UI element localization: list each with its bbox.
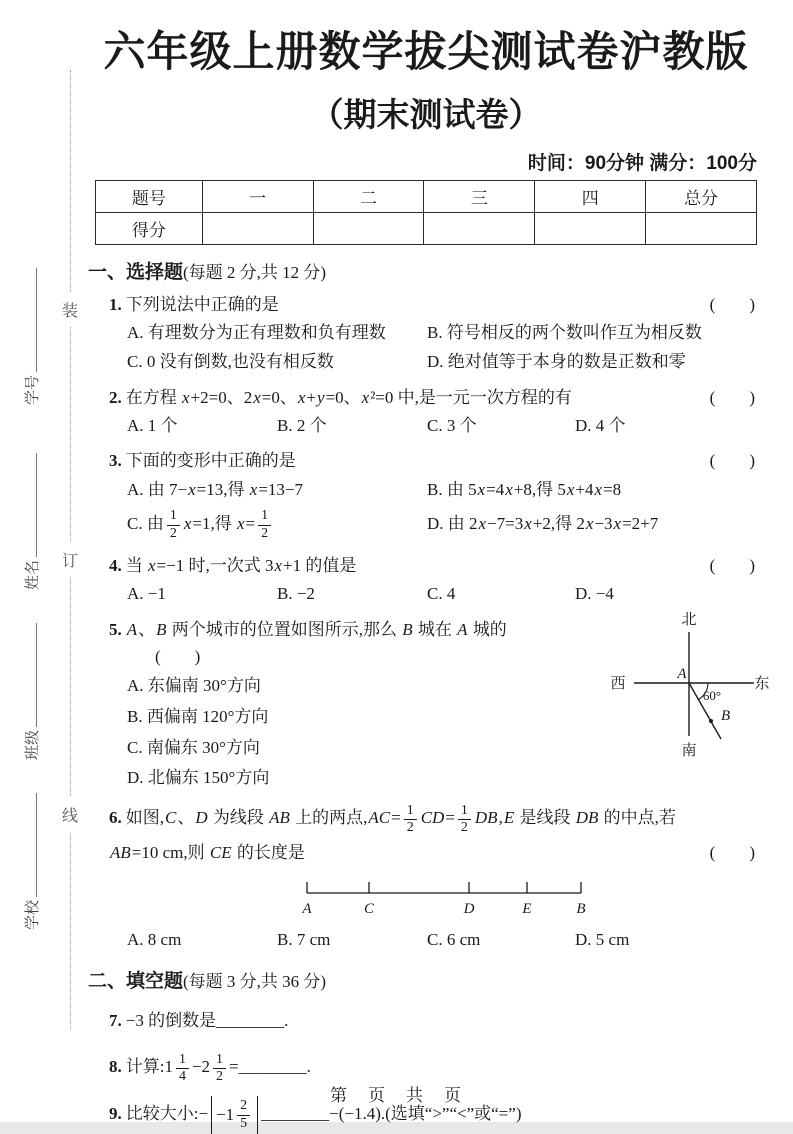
question-2-options [109, 411, 757, 440]
score-header-cell: 总分 [646, 180, 757, 212]
question-6-options [109, 925, 757, 954]
question-9-number: 9. [109, 1104, 122, 1124]
south-label: 南 [681, 742, 697, 759]
question-2-answer-bracket: ( ) [709, 387, 755, 407]
question-1 [109, 291, 757, 377]
question-1-text: 下列说法中正确的是 [125, 294, 279, 314]
time-score-info: 时间：90分钟 满分：100分 [527, 152, 757, 174]
section-2-title: 二、填空题 [88, 970, 184, 992]
question-3-options-row1 [109, 475, 757, 504]
score-table [95, 180, 757, 245]
class-blank [22, 623, 37, 727]
question-4 [109, 552, 757, 609]
student-id-text: 学号 [25, 374, 41, 405]
question-4-stem [109, 552, 757, 580]
option-b: B. 西偏南 120°方向 [127, 706, 269, 726]
score-header-cell: 题号 [96, 180, 203, 212]
question-3-options-row2 [109, 504, 757, 545]
score-cell [424, 212, 535, 244]
question-6-number: 6. [109, 808, 122, 828]
section-2-note: (每题 3 分,共 36 分) [183, 971, 327, 991]
class-text: 班级 [25, 729, 41, 760]
question-7-text: −3 的倒数是________. [125, 1010, 289, 1030]
option-d: D. 4 个 [575, 416, 626, 436]
option-c: C. 3 个 [427, 416, 477, 436]
question-9-text: 比较大小:− −1 $\frac{2}{5}$ ________−(−1.4).(选填“>”“<”或“=”) [126, 1104, 522, 1123]
section-1-title: 一、选择题 [88, 261, 184, 283]
option-b: B. −2 [277, 584, 315, 604]
question-6-text: 如图,C、D 为线段 AB 上的两点,AC= $\frac{1}{2}$ CD= $\frac{1}{2}$ DB,E 是线段 DB 的中点,若 AB=10 cm,则 CE 的长度是 [110, 802, 676, 863]
page-footer: 第 页 共 页 [330, 1086, 463, 1105]
question-6-stem [109, 801, 757, 869]
student-id-blank [22, 268, 37, 372]
question-4-options [109, 579, 757, 608]
option-d: D. −4 [575, 584, 614, 604]
option-b: B. 符号相反的两个数叫作互为相反数 [427, 323, 702, 343]
main-content [88, 26, 770, 1134]
question-2-text: 在方程 x+2=0、2x=0、x+y=0、x²=0 中,是一元一次方程的有 [125, 387, 572, 407]
option-d: D. 北偏东 150°方向 [127, 768, 270, 788]
point-a-label: A [677, 665, 687, 682]
question-6-answer-bracket: ( ) [709, 843, 755, 863]
binding-char-seal: 装 [62, 292, 78, 327]
student-name-text: 姓名 [25, 559, 41, 590]
question-3 [109, 447, 757, 545]
section-1-note: (每题 2 分,共 12 分) [183, 262, 327, 282]
option-b: B. 由 5x=4x+8,得 5x+4x=8 [427, 479, 622, 499]
section-1-heading [88, 257, 757, 284]
angle-value-label: 60° [702, 687, 722, 703]
class-label [21, 592, 43, 760]
score-cell [646, 212, 757, 244]
option-c: C. 0 没有倒数,也没有相反数 [127, 352, 334, 372]
question-4-text: 当 x=−1 时,一次式 3x+1 的值是 [125, 555, 357, 575]
binding-char-line: 线 [62, 797, 78, 832]
option-d: D. 由 2x−7=3x+2,得 2x−3x=2+7 [427, 514, 659, 534]
option-c: C. 南偏东 30°方向 [127, 737, 260, 757]
segment-diagram-wrapper [299, 876, 757, 923]
page-title: 六年级上册数学拔尖测试卷沪教版 [103, 28, 749, 75]
east-label: 东 [754, 675, 770, 692]
score-table-header-row [96, 180, 757, 212]
option-c: C. 6 cm [427, 929, 481, 949]
score-table-score-row [96, 212, 757, 244]
option-c: C. 由 $\frac{1}{2}$ x=1,得 x= $\frac{1}{2}$ [127, 504, 427, 545]
score-header-cell: 四 [535, 180, 646, 212]
question-3-answer-bracket: ( ) [709, 451, 755, 471]
school-text: 学校 [25, 899, 41, 930]
option-b: B. 7 cm [277, 929, 331, 949]
option-a: A. 东偏南 30°方向 [127, 675, 261, 695]
option-a: A. 8 cm [127, 929, 182, 949]
question-4-answer-bracket: ( ) [709, 555, 755, 575]
west-label: 西 [610, 675, 626, 692]
question-2 [109, 384, 757, 441]
question-1-number: 1. [109, 294, 122, 314]
student-name-blank [22, 453, 37, 557]
question-5 [109, 611, 770, 795]
score-header-cell: 三 [424, 180, 535, 212]
question-7 [109, 1003, 757, 1040]
binding-char-stitch: 订 [62, 542, 78, 577]
question-2-stem [109, 384, 757, 412]
score-cell [202, 212, 313, 244]
north-label: 北 [681, 611, 697, 628]
point-b-label: B [576, 900, 586, 917]
point-b-label: B [721, 707, 731, 724]
score-header-cell: 一 [202, 180, 313, 212]
option-d: D. 5 cm [575, 929, 630, 949]
question-5-text: A、B 两个城市的位置如图所示,那么 B 城在 A 城的 [126, 619, 507, 639]
option-a: A. 有理数分为正有理数和负有理数 [127, 323, 386, 343]
question-5-answer-bracket: ( ) [155, 647, 201, 667]
option-a: A. −1 [127, 584, 166, 604]
score-cell [313, 212, 424, 244]
school-label [21, 762, 43, 930]
score-row-label: 得分 [96, 212, 203, 244]
point-c-label: C [363, 900, 375, 917]
compass-diagram [604, 608, 769, 758]
question-5-options [109, 671, 557, 795]
point-d-label: D [463, 900, 475, 917]
question-8-text: 计算:1 $\frac{1}{4}$ −2 $\frac{1}{2}$ =________. [125, 1051, 311, 1084]
question-3-number: 3. [109, 451, 122, 471]
point-b-dot [709, 719, 713, 723]
question-3-stem [109, 447, 757, 475]
question-2-number: 2. [109, 387, 122, 407]
score-header-cell: 二 [313, 180, 424, 212]
question-1-options [109, 318, 757, 376]
question-1-stem [109, 291, 757, 319]
option-d: D. 绝对值等于本身的数是正数和零 [427, 352, 686, 372]
option-a: A. 1 个 [127, 416, 178, 436]
question-5-number: 5. [109, 619, 122, 639]
question-8-number: 8. [109, 1057, 122, 1077]
question-6 [109, 801, 757, 953]
option-a: A. 由 7−x=13,得 x=13−7 [127, 479, 303, 499]
question-7-number: 7. [109, 1010, 122, 1030]
option-b: B. 2 个 [277, 416, 327, 436]
point-e-label: E [522, 900, 532, 917]
question-3-text: 下面的变形中正确的是 [125, 451, 296, 471]
page-subtitle: （期末测试卷） [310, 95, 542, 133]
student-name-label [21, 422, 43, 590]
question-1-answer-bracket: ( ) [709, 294, 755, 314]
option-c: C. 4 [427, 584, 456, 604]
score-cell [535, 212, 646, 244]
point-a-label: A [302, 900, 312, 917]
school-blank [22, 793, 37, 897]
section-2-heading [88, 966, 757, 993]
question-4-number: 4. [109, 555, 122, 575]
segment-diagram [299, 876, 589, 918]
student-id-label [21, 237, 43, 405]
